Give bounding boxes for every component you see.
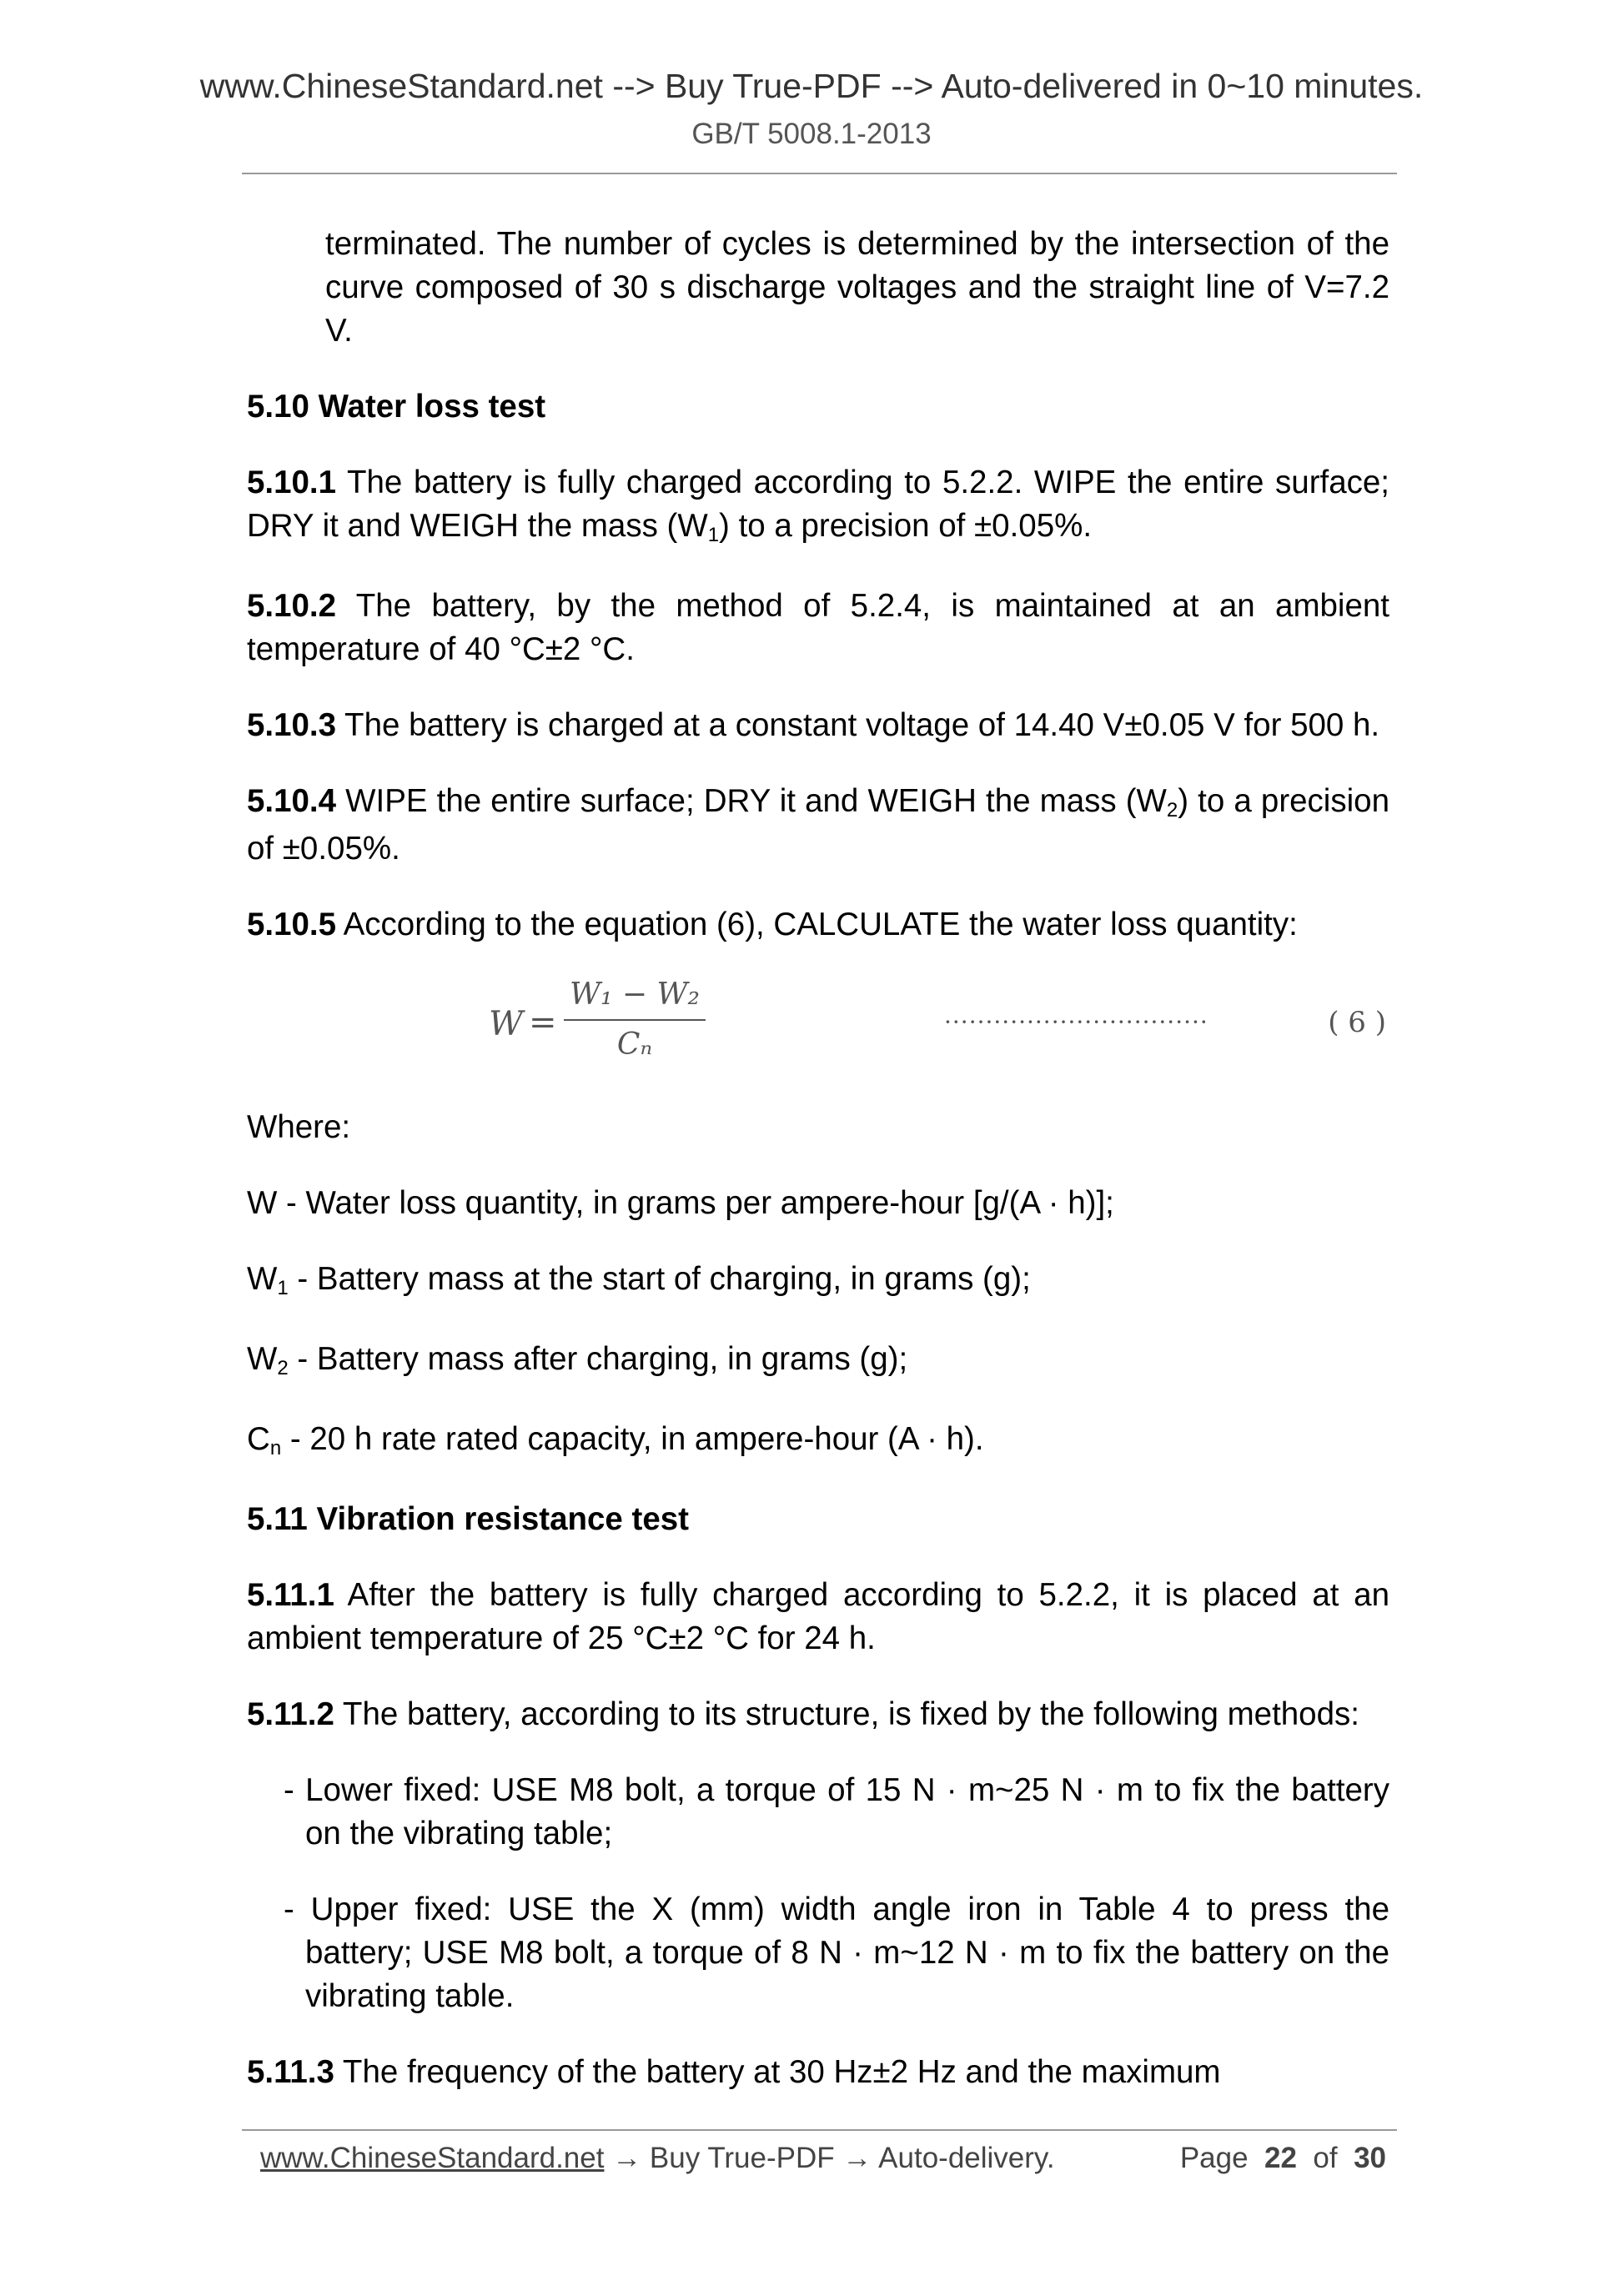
- definition-text: - 20 h rate rated capacity, in ampere-hour (A · h).: [281, 1421, 984, 1457]
- footer-site-link[interactable]: www.ChineseStandard.net: [260, 2142, 605, 2174]
- definition-w2: [247, 1338, 1389, 1385]
- subscript: 2: [1166, 799, 1178, 821]
- clause-5-10-5: [247, 903, 1389, 947]
- definition-text: - Battery mass at the start of charging, in grams (g);: [288, 1261, 1031, 1297]
- clause-number: 5.11.1: [247, 1577, 334, 1613]
- clause-text: ) to a precision of ±0.05%.: [719, 508, 1093, 544]
- symbol: C: [247, 1421, 270, 1457]
- section-heading-5-10: 5.10 Water loss test: [247, 389, 546, 425]
- clause-text: The battery is charged at a constant voltage of 14.40 V±0.05 V for 500 h.: [336, 707, 1380, 743]
- where-label: Where:: [247, 1109, 351, 1145]
- equation-leader-dots: ································: [944, 1008, 1208, 1036]
- clause-text: WIPE the entire surface; DRY it and WEIGH the mass (W: [336, 783, 1167, 819]
- clause-text: The frequency of the battery at 30 Hz±2 Hz and the maximum: [334, 2054, 1221, 2090]
- intro-paragraph: terminated. The number of cycles is determined by the intersection of the curve composed of 30 s discharge voltages and the straight line of V=7.2 V.: [325, 226, 1389, 349]
- of-label: of: [1313, 2142, 1338, 2174]
- footer-tagline: → Buy True-PDF → Auto-delivery.: [604, 2142, 1055, 2174]
- symbol: W: [247, 1341, 278, 1377]
- standard-code: GB/T 5008.1-2013: [691, 118, 932, 150]
- page-footer: [260, 2140, 1386, 2177]
- section-heading-5-11: 5.11 Vibration resistance test: [247, 1501, 689, 1537]
- clause-number: 5.11.3: [247, 2054, 334, 2090]
- clause-number: 5.10.2: [247, 588, 337, 624]
- definition-w: W - Water loss quantity, in grams per ampere-hour [g/(A · h)];: [247, 1185, 1114, 1221]
- clause-number: 5.10.4: [247, 783, 337, 819]
- page-number: 22: [1264, 2142, 1297, 2174]
- fraction-bar: [564, 1019, 706, 1021]
- equation-denominator: Cₙ: [616, 1027, 653, 1062]
- equation-numerator: W₁ − W₂: [570, 977, 700, 1012]
- clause-5-10-4: [247, 780, 1389, 871]
- subscript: n: [269, 1437, 282, 1459]
- symbol: W: [247, 1261, 278, 1297]
- definition-cn: [247, 1418, 1389, 1465]
- clause-text: ) to a precision of ±0.05%.: [247, 783, 1389, 867]
- clause-5-11-1: [247, 1574, 1389, 1660]
- document-body: [247, 223, 1389, 2127]
- clause-number: 5.10.3: [247, 707, 337, 743]
- clause-5-10-3: [247, 704, 1389, 747]
- footer-divider: [242, 2129, 1397, 2131]
- clause-number: 5.10.1: [247, 465, 337, 500]
- clause-5-10-1: [247, 461, 1389, 552]
- clause-text: The battery is fully charged according to 5.2.2. WIPE the entire surface; DRY it and WEIGH the mass (W: [247, 465, 1389, 544]
- page-label: Page: [1179, 2142, 1249, 2174]
- equation-lhs: W: [489, 1005, 524, 1043]
- equation-number: ( 6 ): [1328, 1006, 1386, 1039]
- clause-5-10-2: [247, 585, 1389, 671]
- list-item-upper-fixed: - Upper fixed: USE the X (mm) width angle iron in Table 4 to press the battery; USE M8 bolt, a torque of 8 N · m~12 N · m to fix the battery on the vibrating table.: [284, 1892, 1389, 2014]
- clause-text: According to the equation (6), CALCULATE the water loss quantity:: [336, 907, 1298, 942]
- clause-text: After the battery is fully charged according to 5.2.2, it is placed at an ambient temperature of 25 °C±2 °C for 24 h.: [247, 1577, 1389, 1656]
- subscript: 2: [277, 1357, 289, 1379]
- header-banner: www.ChineseStandard.net --> Buy True-PDF --> Auto-delivered in 0~10 minutes.: [199, 67, 1424, 105]
- equation-fraction: [564, 976, 706, 1064]
- clause-text: The battery, according to its structure, is fixed by the following methods:: [334, 1696, 1359, 1732]
- equation-equals: =: [529, 1003, 557, 1042]
- header-divider: [242, 173, 1397, 174]
- clause-5-11-2: [247, 1693, 1389, 1736]
- subscript: 1: [277, 1277, 289, 1299]
- page-total: 30: [1354, 2142, 1386, 2174]
- subscript: 1: [707, 524, 720, 546]
- list-item-lower-fixed: - Lower fixed: USE M8 bolt, a torque of 15 N · m~25 N · m to fix the battery on the vibrating table;: [284, 1772, 1389, 1851]
- page-indicator: [1180, 2140, 1386, 2177]
- clause-number: 5.11.2: [247, 1696, 334, 1732]
- definition-w1: [247, 1258, 1389, 1305]
- definition-text: - Battery mass after charging, in grams (g);: [288, 1341, 908, 1377]
- clause-number: 5.10.5: [247, 907, 337, 942]
- equation-6: [247, 976, 1389, 1076]
- clause-5-11-3: [247, 2051, 1389, 2094]
- clause-text: The battery, by the method of 5.2.4, is maintained at an ambient temperature of 40 °C±2 °C.: [247, 588, 1389, 667]
